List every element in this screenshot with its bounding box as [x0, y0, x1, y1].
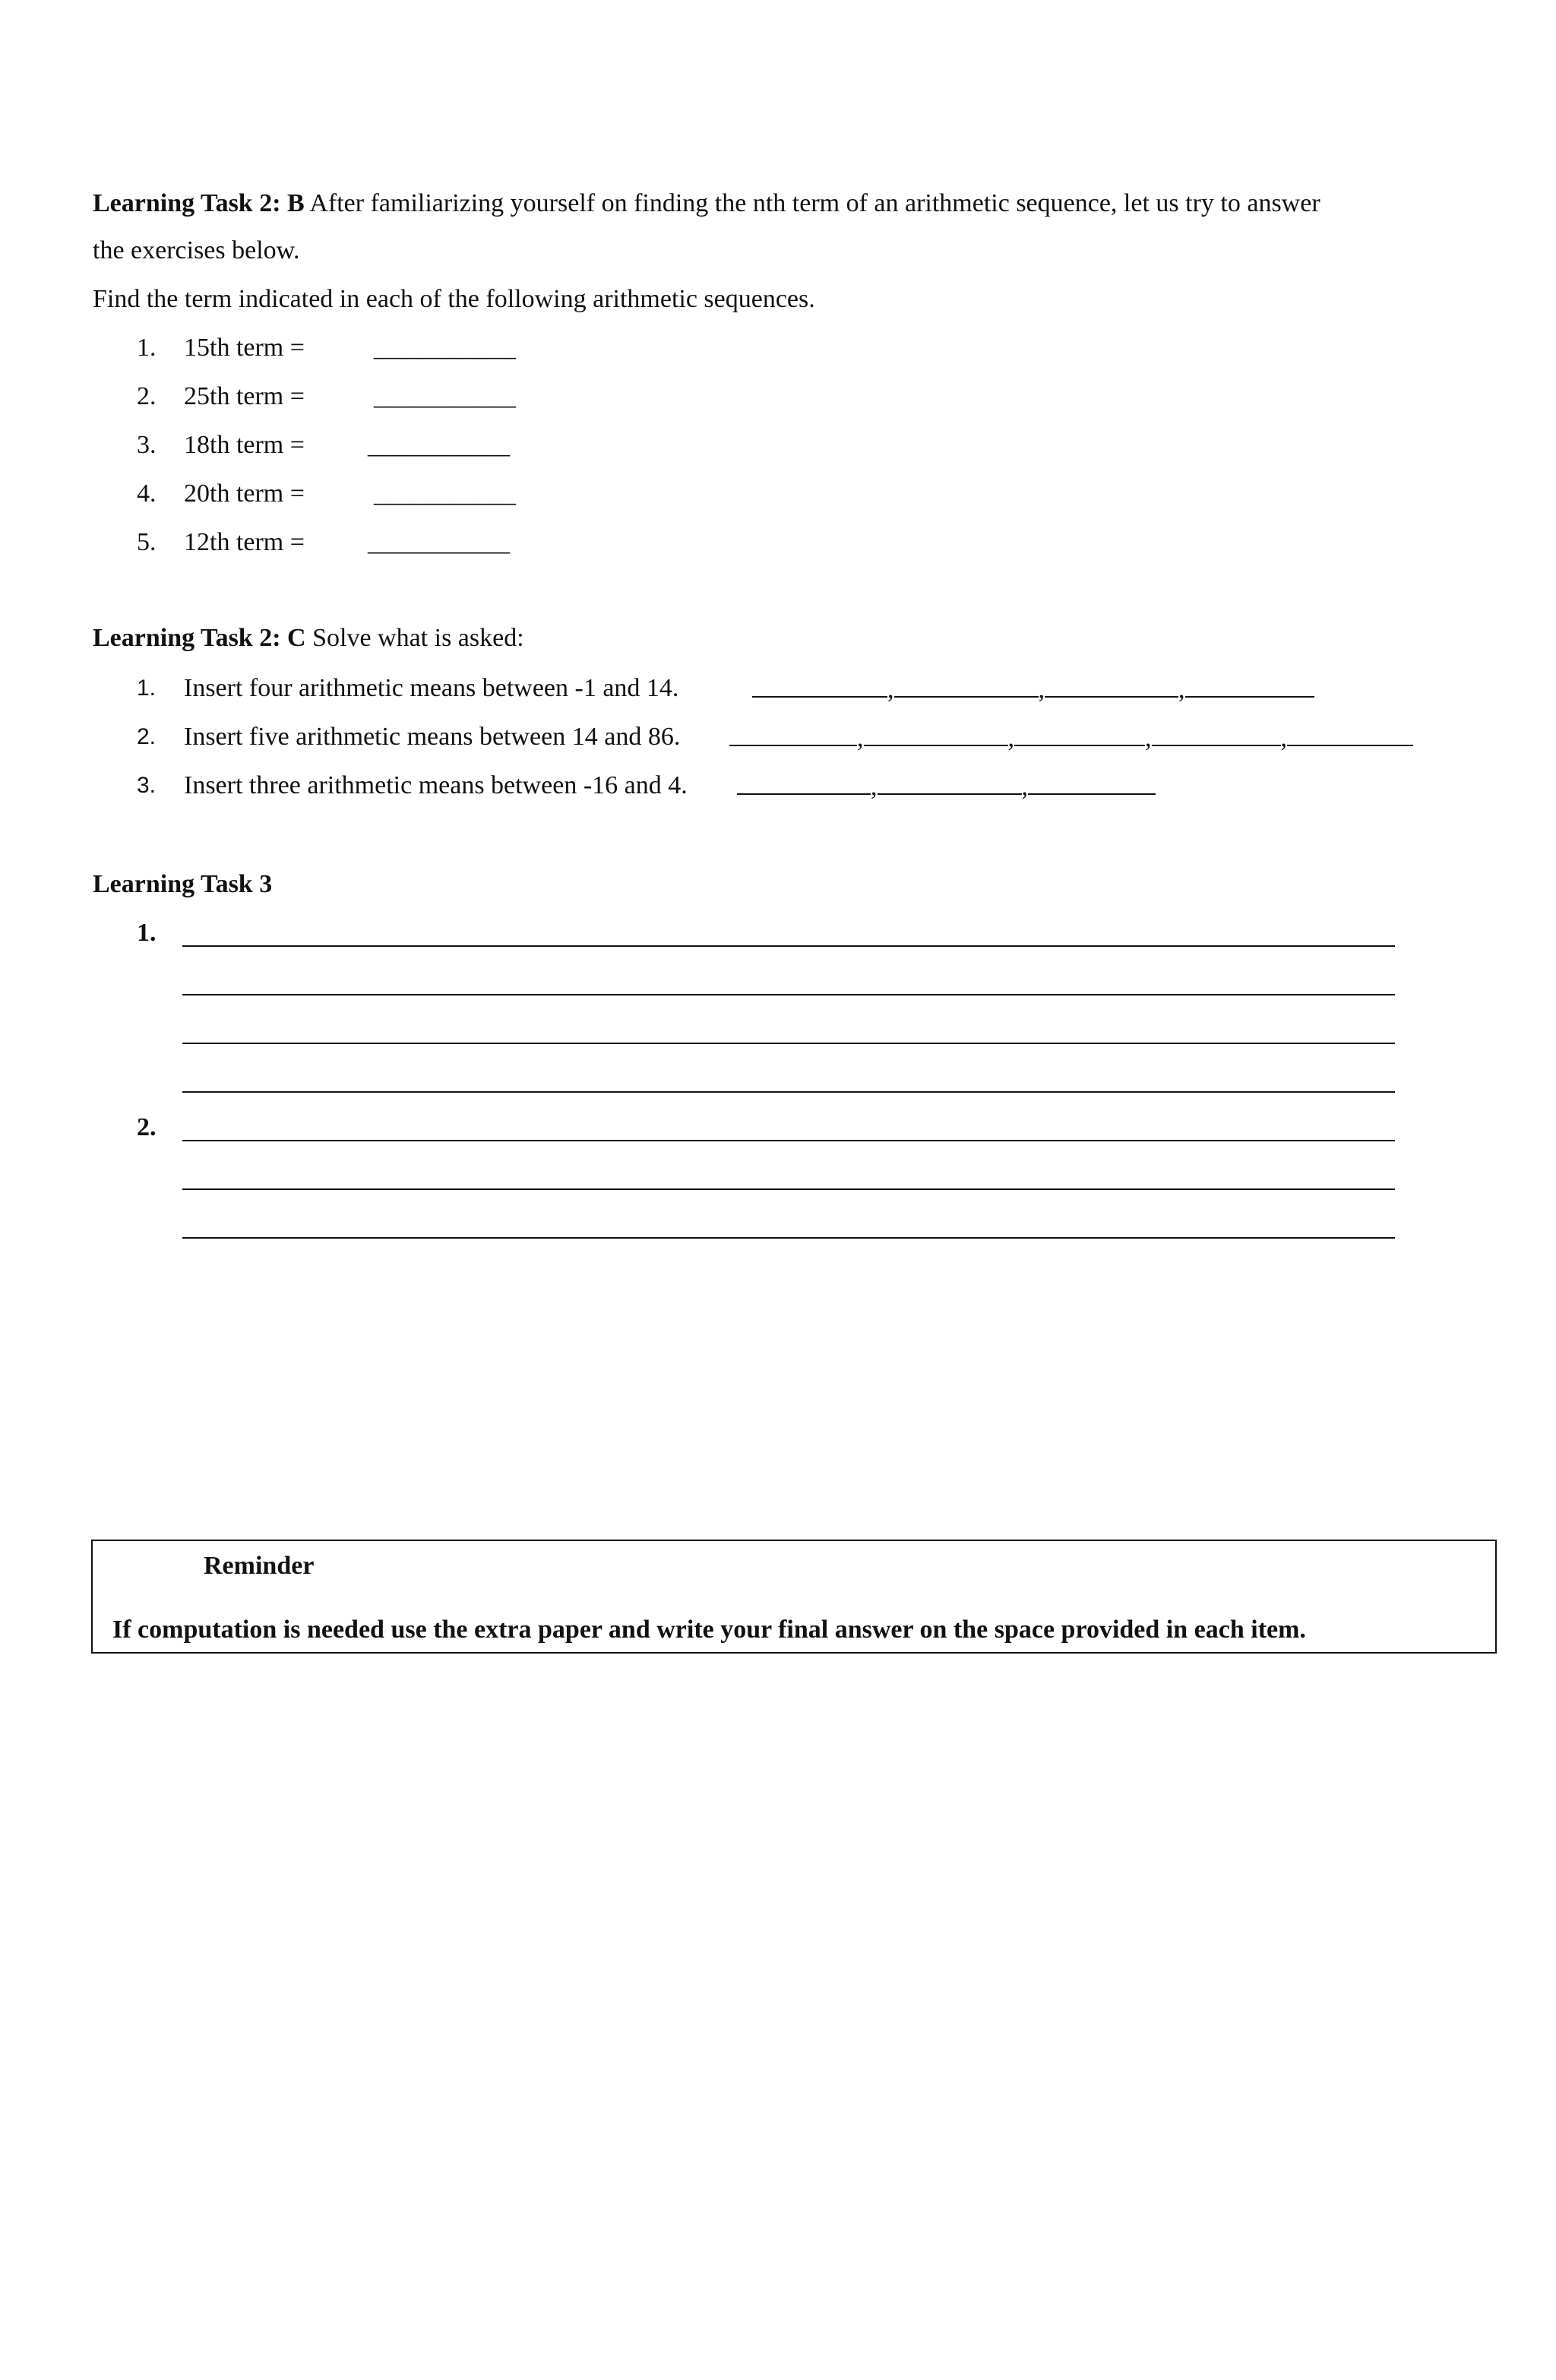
- answer-blanks: , ,: [737, 771, 1156, 802]
- item-label: 12th term =: [184, 528, 305, 556]
- item-number: 3.: [137, 431, 157, 459]
- answer-blanks: , , , ,: [729, 722, 1413, 754]
- answer-blank[interactable]: ___________: [374, 479, 516, 508]
- task2c-intro: [93, 623, 524, 654]
- answer-blank[interactable]: [1045, 673, 1178, 698]
- item-number: 1.: [137, 919, 157, 947]
- item-text: Insert five arithmetic means between 14 and 86.: [184, 723, 681, 751]
- task2b-intro: [93, 188, 1320, 219]
- answer-blank[interactable]: [864, 722, 1008, 746]
- answer-blank[interactable]: ___________: [374, 382, 516, 410]
- item-label: 20th term =: [184, 479, 305, 508]
- item-number: 2.: [137, 382, 157, 410]
- answer-blank[interactable]: [1287, 722, 1413, 746]
- answer-blank[interactable]: [752, 673, 887, 698]
- answer-line[interactable]: [182, 1140, 1395, 1141]
- reminder-box: [91, 1540, 1497, 1654]
- item-label: 18th term =: [184, 431, 305, 459]
- item-label: 25th term =: [184, 382, 305, 410]
- answer-blank[interactable]: ___________: [368, 431, 510, 459]
- answer-line[interactable]: [182, 1237, 1395, 1239]
- answer-line[interactable]: [182, 1188, 1395, 1190]
- item-number: 5.: [137, 528, 157, 556]
- task2b-intro-line2: the exercises below.: [93, 236, 300, 264]
- item-text: Insert three arithmetic means between -16 and 4.: [184, 771, 688, 799]
- task2b-instruction: Find the term indicated in each of the following arithmetic sequences.: [93, 285, 815, 313]
- answer-blank[interactable]: [1185, 673, 1314, 698]
- answer-blanks: , , ,: [752, 673, 1314, 705]
- answer-blank[interactable]: [1028, 771, 1156, 795]
- item-number: 4.: [137, 479, 157, 508]
- task2c-heading: Learning Task 2: C: [93, 624, 306, 652]
- task2c-instruction: Solve what is asked:: [312, 624, 524, 652]
- answer-line[interactable]: [182, 994, 1395, 995]
- reminder-title: Reminder: [204, 1552, 315, 1580]
- answer-blank[interactable]: [737, 771, 871, 795]
- answer-blank[interactable]: [729, 722, 857, 746]
- answer-line[interactable]: [182, 945, 1395, 947]
- answer-blank[interactable]: [894, 673, 1039, 698]
- answer-blank[interactable]: ___________: [374, 334, 516, 362]
- item-number: 2.: [137, 1113, 157, 1141]
- item-number: 3.: [137, 773, 157, 798]
- task3-heading: Learning Task 3: [93, 870, 273, 898]
- answer-blank[interactable]: [1152, 722, 1281, 746]
- reminder-text: If computation is needed use the extra paper and write your final answer on the space provided in each item.: [112, 1616, 1306, 1644]
- item-number: 1.: [137, 676, 157, 701]
- item-text: Insert four arithmetic means between -1 and 14.: [184, 674, 679, 702]
- item-number: 1.: [137, 334, 157, 362]
- answer-line[interactable]: [182, 1043, 1395, 1044]
- answer-blank[interactable]: [1014, 722, 1145, 746]
- item-label: 15th term =: [184, 334, 305, 362]
- answer-line[interactable]: [182, 1091, 1395, 1093]
- item-number: 2.: [137, 724, 157, 749]
- answer-blank[interactable]: ___________: [368, 528, 510, 556]
- task2b-heading: Learning Task 2: B: [93, 189, 305, 217]
- answer-blank[interactable]: [878, 771, 1022, 795]
- task2b-intro-line1: After familiarizing yourself on finding the nth term of an arithmetic sequence, let us try to answer: [309, 189, 1320, 217]
